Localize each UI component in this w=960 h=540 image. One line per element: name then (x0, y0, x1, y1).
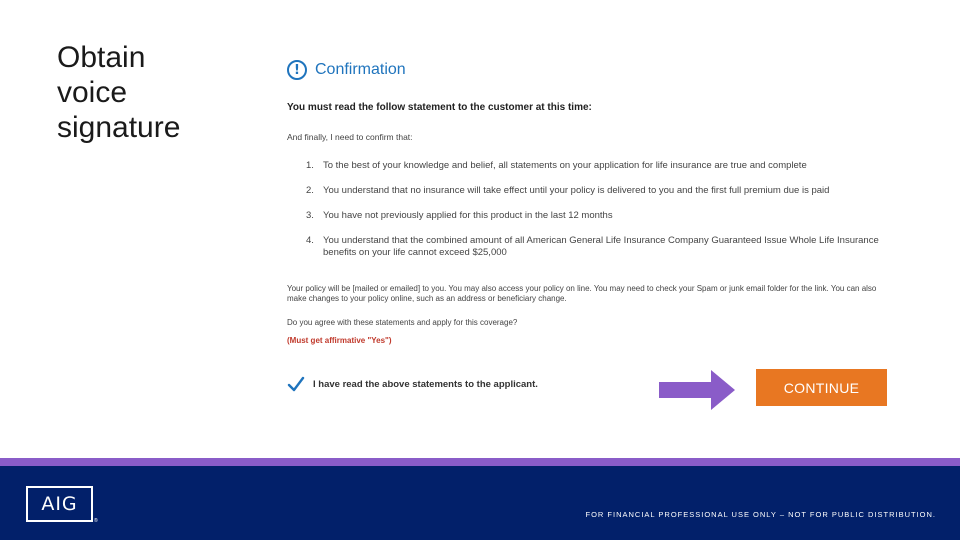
right-arrow-icon (659, 370, 735, 410)
slide-title-line: signature (57, 111, 181, 144)
statement-text: You have not previously applied for this product in the last 12 months (323, 210, 613, 221)
slide-title-line: Obtain (57, 41, 146, 74)
continue-button[interactable]: CONTINUE (756, 369, 887, 406)
statement-item (306, 235, 886, 259)
slide-title (57, 40, 237, 145)
statement-text: To the best of your knowledge and belief, all statements on your application for life insurance are true and complete (323, 160, 807, 171)
footer-disclaimer: FOR FINANCIAL PROFESSIONAL USE ONLY – NOT FOR PUBLIC DISTRIBUTION. (585, 510, 936, 519)
intro-text: And finally, I need to confirm that: (287, 132, 413, 142)
statement-number: 4. (306, 235, 314, 246)
agree-question: Do you agree with these statements and apply for this coverage? (287, 318, 518, 327)
statement-number: 1. (306, 160, 314, 171)
exclamation-circle-icon: ! (287, 60, 307, 80)
acknowledgement-checkbox[interactable] (287, 375, 538, 393)
must-read-instruction: You must read the follow statement to the customer at this time: (287, 102, 592, 113)
statement-item (306, 210, 886, 235)
statement-item (306, 160, 886, 185)
footer (0, 466, 960, 540)
must-affirm-note: (Must get affirmative "Yes") (287, 336, 392, 345)
confirmation-header (287, 58, 897, 82)
slide-title-line: voice (57, 76, 128, 109)
confirmation-title: Confirmation (315, 61, 406, 78)
checkmark-icon[interactable] (287, 375, 305, 393)
acknowledgement-label: I have read the above statements to the applicant. (313, 378, 538, 390)
policy-delivery-note: Your policy will be [mailed or emailed] to you. You may also access your policy on line. You may need to check your Spam or junk email folder for the link. You can also make changes to your policy online, such as an address or beneficiary change. (287, 284, 877, 303)
aig-logo: AIG (26, 486, 93, 522)
statement-text: You understand that the combined amount of all American General Life Insurance Company Guaranteed Issue Whole Life Insurance benefits on your life cannot exceed $25,000 (323, 235, 879, 258)
statement-item (306, 185, 886, 210)
footer-accent-band (0, 458, 960, 466)
statement-list (306, 160, 886, 259)
statement-text: You understand that no insurance will take effect until your policy is delivered to you and the first full premium due is paid (323, 185, 830, 196)
statement-number: 3. (306, 210, 314, 221)
statement-number: 2. (306, 185, 314, 196)
registered-mark: ® (94, 518, 98, 524)
